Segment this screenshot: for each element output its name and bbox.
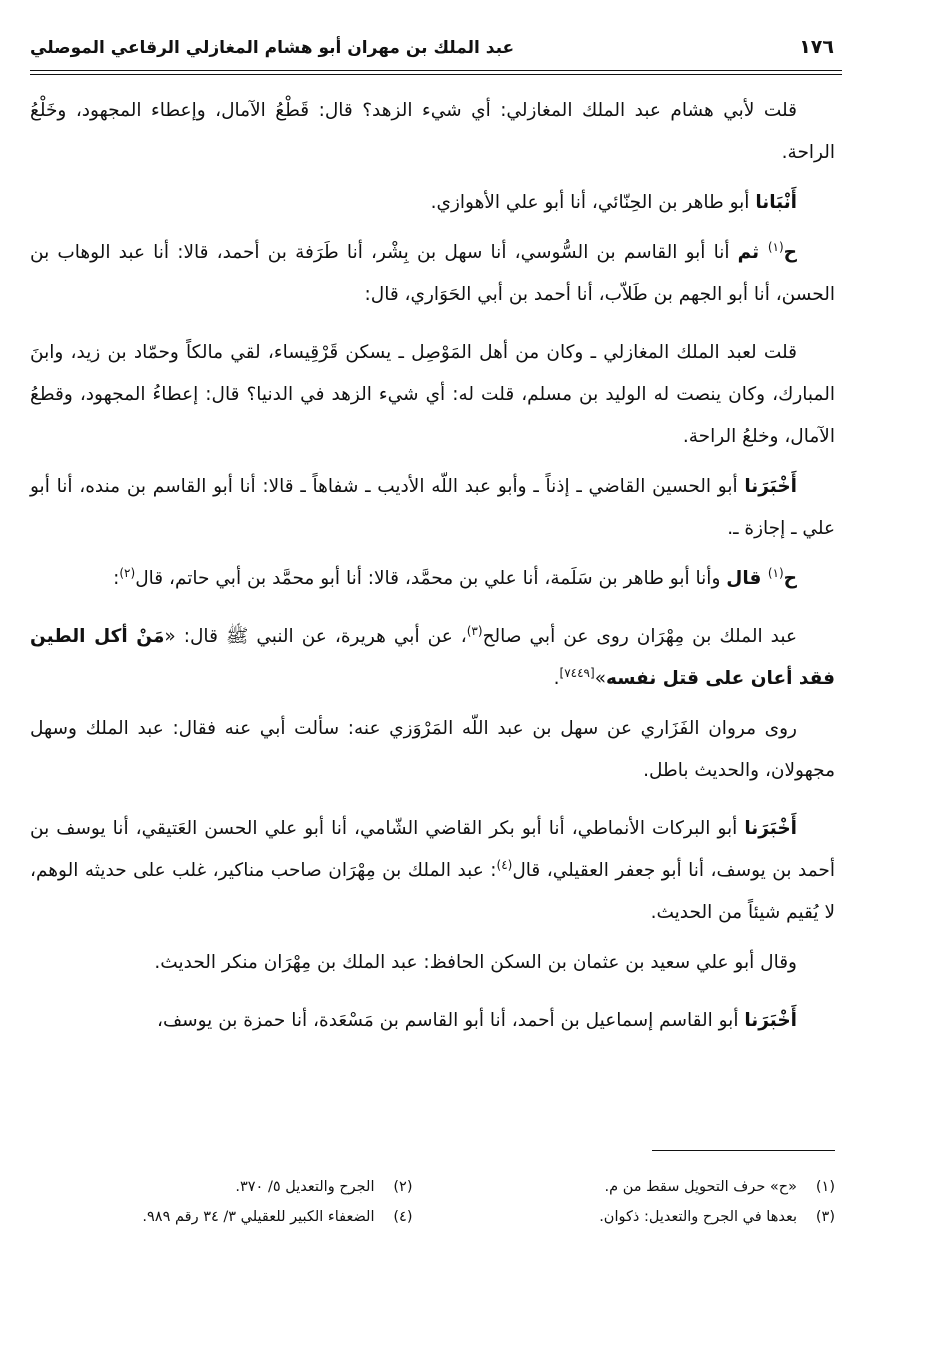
isnad-keyword: ثم	[737, 242, 768, 263]
hadith-text: مَنْ أكل الطين فقد أعان على قتل نفسه	[30, 626, 835, 689]
isnad-keyword: أَخْبَرَنا	[744, 818, 797, 839]
paragraph-text: قلت لعبد الملك المغازلي ـ وكان من أهل المَوْصِل ـ يسكن قَرْقِيساء، لقي مالكاً وحمّاد بن زيد، وابنَ المبارك، وكان ينصت له الوليد بن مسلم، قلت له: أي شيء الزهد في الدنيا؟ قال: إعطاءُ المجهود، وقطعُ الآمال، وخلعُ الراحة.	[30, 342, 835, 447]
footnote	[453, 1202, 836, 1232]
footnote-text: بعدها في الجرح والتعديل: ذكوان.	[599, 1209, 797, 1225]
paragraph-text: أبو القاسم إسماعيل بن أحمد، أنا أبو القاسم بن مَسْعَدة، أنا حمزة بن يوسف،	[156, 1010, 745, 1031]
paragraph	[30, 232, 835, 316]
paragraph-text: قلت لأبي هشام عبد الملك المغازلي: أي شيء الزهد؟ قال: قَطْعُ الآمال، وإعطاء المجهود، وخَلْعُ الراحة.	[30, 100, 835, 163]
footnote-ref: (٣)	[466, 623, 483, 638]
header-rule	[30, 70, 842, 75]
paragraph-text: أبو البركات الأنماطي، أنا أبو بكر القاضي الشّامي، أنا أبو علي الحسن العَتيقي، أنا يوسف بن أحمد بن يوسف، أنا أبو جعفر العقيلي، قال	[30, 818, 835, 881]
paragraph	[30, 558, 835, 600]
page-header	[30, 30, 842, 70]
paragraph-text: .	[553, 668, 560, 689]
tahwil-mark: ح	[783, 568, 797, 589]
paragraph-text: عبد الملك بن مِهْرَان روى عن أبي صالح	[482, 626, 797, 647]
paragraph	[30, 182, 835, 224]
footnote-separator	[652, 1150, 835, 1151]
page-number: ١٧٦	[799, 36, 834, 58]
paragraph-text: أبو طاهر بن الحِنّائي، أنا أبو علي الأهوازي.	[430, 192, 756, 213]
footnote	[30, 1202, 413, 1232]
paragraph-text: وقال أبو علي سعيد بن عثمان بن السكن الحافظ: عبد الملك بن مِهْرَان منكر الحديث.	[154, 952, 797, 973]
paragraph	[30, 616, 835, 700]
isnad-keyword: أَنْبَانا	[755, 192, 797, 213]
footnote	[30, 1172, 413, 1202]
paragraph-text: : عبد الملك بن مِهْرَان صاحب مناكير، غلب على حديثه الوهم، لا يُقيم شيئاً من الحديث.	[30, 860, 835, 923]
footnote-number: (٤)	[393, 1209, 413, 1225]
footnote-number: (١)	[815, 1179, 835, 1195]
paragraph	[30, 708, 835, 792]
paragraph	[30, 942, 835, 984]
isnad-keyword: أَخْبَرَنا	[744, 476, 797, 497]
paragraph-text: وأنا أبو طاهر بن سَلَمة، أنا علي بن محمَّد، قالا: أنا أبو محمَّد بن أبي حاتم، قال	[135, 568, 727, 589]
footnote-ref: (١)	[767, 565, 784, 580]
footnote-text: الجرح والتعديل ٥/ ٣٧٠.	[235, 1179, 375, 1195]
isnad-keyword: قال	[726, 568, 768, 589]
footnote-ref: (٢)	[119, 565, 136, 580]
footnote-number: (٢)	[393, 1179, 413, 1195]
footnote-ref: (٤)	[496, 857, 513, 872]
paragraph	[30, 808, 835, 934]
paragraph-text: »	[594, 668, 607, 689]
footnote-text: الضعفاء الكبير للعقيلي ٣/ ٣٤ رقم ٩٨٩.	[142, 1209, 375, 1225]
hadith-number: [٧٤٤٩]	[559, 665, 595, 680]
isnad-keyword: أَخْبَرَنا	[744, 1010, 797, 1031]
paragraph-text: ، عن أبي هريرة، عن النبي ﷺ قال: «	[164, 626, 467, 647]
tahwil-mark: ح	[783, 242, 797, 263]
paragraph	[30, 90, 835, 174]
main-text	[30, 90, 835, 1050]
paragraph-text: أنا أبو القاسم بن السُّوسي، أنا سهل بن بِشْر، أنا طَرَفة بن أحمد، قالا: أنا عبد الوهاب بن الحسن، أنا أبو الجهم بن طَلاّب، أنا أحمد بن أبي الحَوَاري، قال:	[30, 242, 835, 305]
footnote	[453, 1172, 836, 1202]
paragraph-text: :	[113, 568, 120, 589]
paragraph-text: أبو الحسين القاضي ـ إذناً ـ وأبو عبد اللّه الأديب ـ شفاهاً ـ قالا: أنا أبو القاسم بن منده، أنا أبو علي ـ إجازة ـ.	[30, 476, 835, 539]
footnote-text: «ح» حرف التحويل سقط من م.	[604, 1179, 797, 1195]
running-title: عبد الملك بن مهران أبو هشام المغازلي الرقاعي الموصلي	[30, 38, 515, 58]
footnote-number: (٣)	[815, 1209, 835, 1225]
paragraph-text: روى مروان الفَزَاري عن سهل بن عبد اللّه المَرْوَزي عنه: سألت أبي عنه فقال: عبد الملك وسهل مجهولان، والحديث باطل.	[30, 718, 835, 781]
footnotes	[30, 1172, 835, 1232]
footnote-ref: (١)	[767, 239, 784, 254]
paragraph	[30, 332, 835, 458]
paragraph	[30, 1000, 835, 1042]
paragraph	[30, 466, 835, 550]
